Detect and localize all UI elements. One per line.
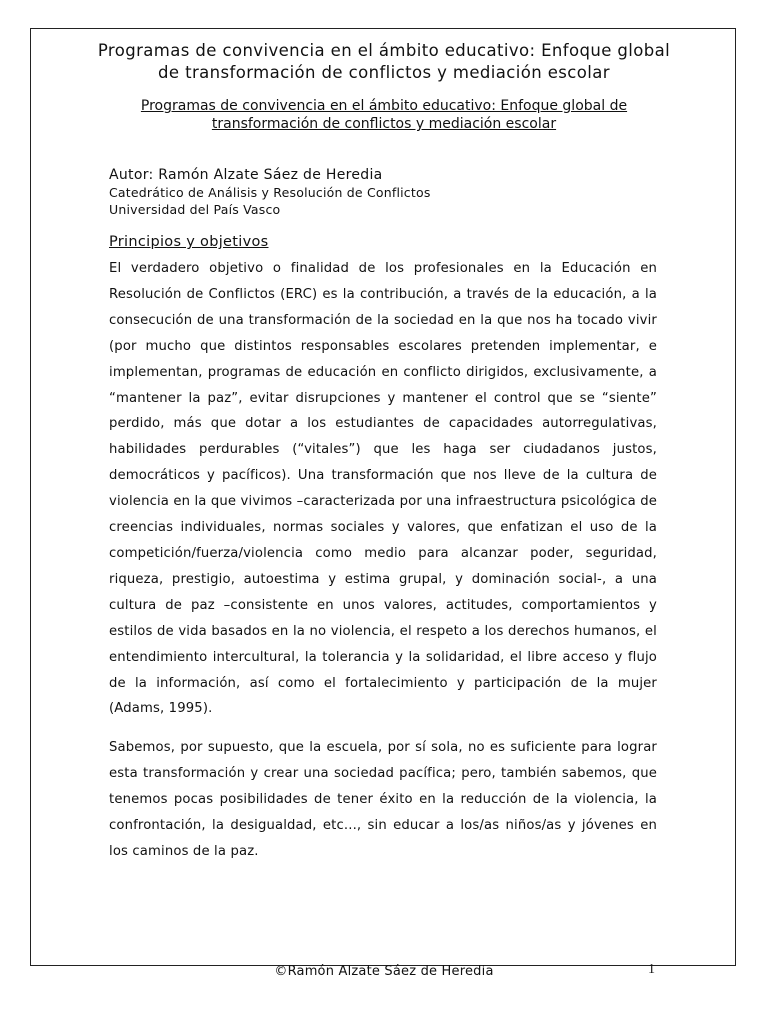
title-line-2: de transformación de conflictos y mediación escolar xyxy=(158,63,610,82)
body-paragraph-2: Sabemos, por supuesto, que la escuela, por sí sola, no es suficiente para lograr esta transformación y crear una sociedad pacífica; pero, también sabemos, que tenemos pocas posibilidades de tener éxito en la reducción de la violencia, la confrontación, la desigualdad, etc..., sin educar a los/as niños/as y jóvenes en los caminos de la paz. xyxy=(109,740,657,859)
underlined-title xyxy=(80,97,688,133)
underlined-title-line-2: transformación de conflictos y mediación escolar xyxy=(211,116,557,132)
section-heading: Principios y objetivos xyxy=(109,234,269,250)
body-paragraph-1: El verdadero objetivo o finalidad de los profesionales en la Educación en Resolución de Conflictos (ERC) es la contribución, a través de la educación, a la consecución de una transformación de la sociedad en la que nos ha tocado vivir (por mucho que distintos responsables escolares pretenden implementar, e implementan, programas de educación en conflicto dirigidos, exclusivamente, a “mantener la paz”, evitar disrupciones y mantener el control que se “siente” perdido, más que dotar a los estudiantes de capacidades autorregulativas, habilidades perdurables (“vitales”) que les haga ser ciudadanos justos, democráticos y pacíficos). Una transformación que nos lleve de la cultura de violencia en la que vivimos –caracterizada por una infraestructura psicológica de creencias individuales, normas sociales y valores, que enfatizan el uso de la competición/fuerza/violencia como medio para alcanzar poder, seguridad, riqueza, prestigio, autoestima y estima grupal, y dominación social-, a una cultura de paz –consistente en unos valores, actitudes, comportamientos y estilos de vida basados en la no violencia, el respeto a los derechos humanos, el entendimiento intercultural, la tolerancia y la solidaridad, el libre acceso y flujo de la información, así como el fortalecimiento y participación de la mujer (Adams, 1995). xyxy=(109,261,657,717)
page-number: 1 xyxy=(648,962,655,977)
author-name: Autor: Ramón Alzate Sáez de Heredia xyxy=(109,167,383,183)
document-title xyxy=(60,40,708,84)
footer-copyright: ©Ramón Alzate Sáez de Heredia xyxy=(274,964,494,979)
underlined-title-line-1: Programas de convivencia en el ámbito educativo: Enfoque global de xyxy=(140,98,628,114)
title-line-1: Programas de convivencia en el ámbito educativo: Enfoque global xyxy=(97,41,671,60)
author-position: Catedrático de Análisis y Resolución de Conflictos xyxy=(109,185,431,200)
author-institution: Universidad del País Vasco xyxy=(109,202,281,217)
